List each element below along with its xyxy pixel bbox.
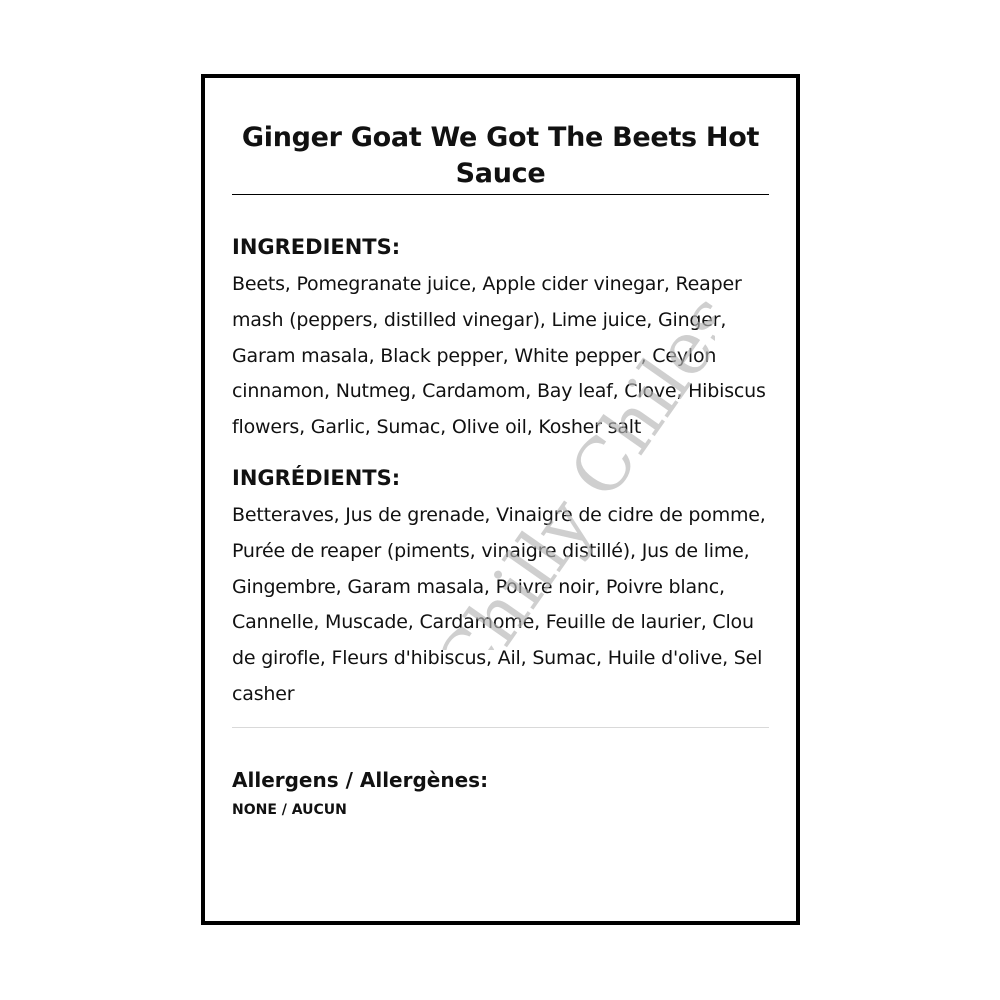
ingredients-fr-heading: INGRÉDIENTS: [232, 465, 401, 490]
ingredient-label-card [201, 74, 800, 925]
ingredients-list: Beets, Pomegranate juice, Apple cider vinegar, Reaper mash (peppers, distilled vinegar), Lime juice, Ginger, Garam masala, Black pepper, White pepper, Ceylon cinnamon, Nutmeg, Cardamom, Bay leaf, Clove, Hibiscus flowers, Garlic, Sumac, Olive oil, Kosher salt [232, 273, 766, 439]
allergens-heading: Allergens / Allergènes: [232, 767, 489, 792]
label-content [232, 120, 769, 820]
title-divider [232, 194, 769, 195]
allergens-value: NONE / AUCUN [232, 801, 347, 818]
ingredients-fr-list: Betteraves, Jus de grenade, Vinaigre de cidre de pomme, Purée de reaper (piments, vinaigre distillé), Jus de lime, Gingembre, Garam masala, Poivre noir, Poivre blanc, Cannelle, Muscade, Cardamome, Feuille de laurier, Clou de girofle, Fleurs d'hibiscus, Ail, Sumac, Huile d'olive, Sel casher [232, 503, 766, 705]
product-title: Ginger Goat We Got The Beets Hot Sauce [241, 122, 760, 189]
allergens-divider [232, 727, 769, 728]
watermark-text: Chilly Chiles [418, 290, 715, 650]
ingredients-heading: INGREDIENTS: [232, 235, 401, 259]
